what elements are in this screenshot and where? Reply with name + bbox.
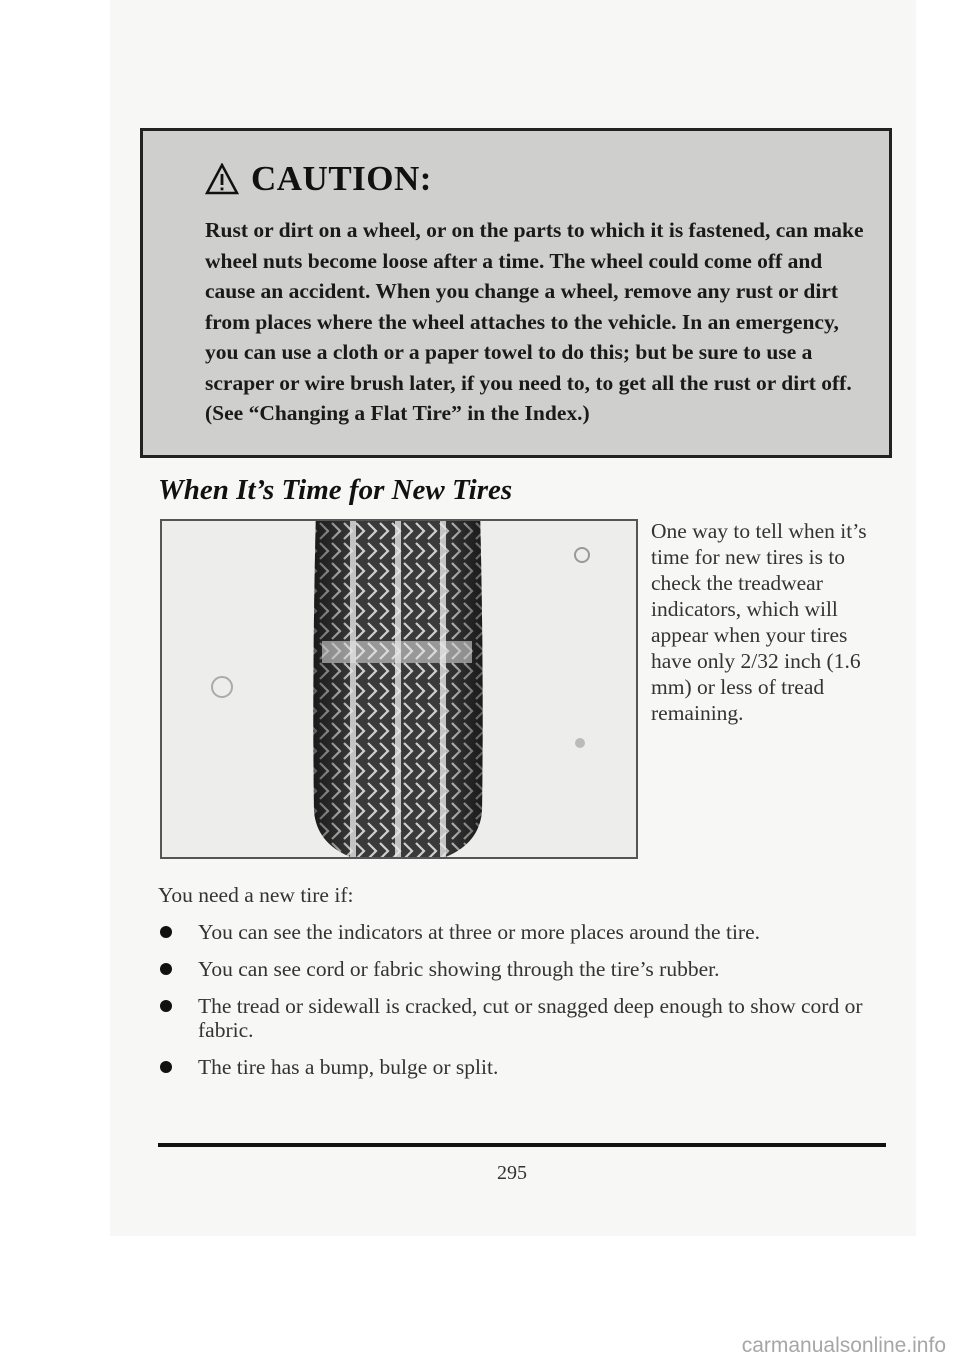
list-item xyxy=(158,920,878,944)
tire-tread-illustration xyxy=(160,519,638,859)
footer-divider xyxy=(158,1143,886,1147)
bullet-icon xyxy=(160,926,172,938)
list-item-text: The tread or sidewall is cracked, cut or snagged deep enough to show cord or fabric. xyxy=(198,994,863,1042)
tire-tread-drawing xyxy=(162,521,636,857)
checklist xyxy=(158,920,878,1092)
caution-box xyxy=(140,128,892,458)
checklist-intro: You need a new tire if: xyxy=(158,883,354,907)
page-number: 295 xyxy=(497,1162,527,1184)
caution-heading-row xyxy=(205,159,859,199)
bullet-icon xyxy=(160,1000,172,1012)
bullet-icon xyxy=(160,963,172,975)
list-item-text: You can see cord or fabric showing through the tire’s rubber. xyxy=(198,957,720,981)
side-paragraph: One way to tell when it’s time for new tires is to check the treadwear indicators, which will appear when your tires have only 2/32 inch (1.6 mm) or less of tread remaining. xyxy=(651,519,867,725)
bullet-icon xyxy=(160,1061,172,1073)
list-item-text: The tire has a bump, bulge or split. xyxy=(198,1055,499,1079)
watermark: carmanualsonline.info xyxy=(741,1334,946,1357)
list-item xyxy=(158,1055,878,1079)
warning-triangle-icon xyxy=(205,163,239,195)
list-item xyxy=(158,994,878,1042)
list-item xyxy=(158,957,878,981)
caution-text: Rust or dirt on a wheel, or on the parts to which it is fastened, can make wheel nuts become loose after a time. The wheel could come off and cause an accident. When you change a wheel, remove any rust or dirt from places where the wheel attaches to the vehicle. In an emergency, you can use a cloth or a paper towel to do this; but be sure to use a scraper or wire brush later, if you need to, to get all the rust or dirt off. (See “Changing a Flat Tire” in the Index.) xyxy=(205,218,864,425)
caution-heading: CAUTION: xyxy=(251,159,432,198)
list-item-text: You can see the indicators at three or more places around the tire. xyxy=(198,920,760,944)
section-title: When It’s Time for New Tires xyxy=(158,474,513,506)
